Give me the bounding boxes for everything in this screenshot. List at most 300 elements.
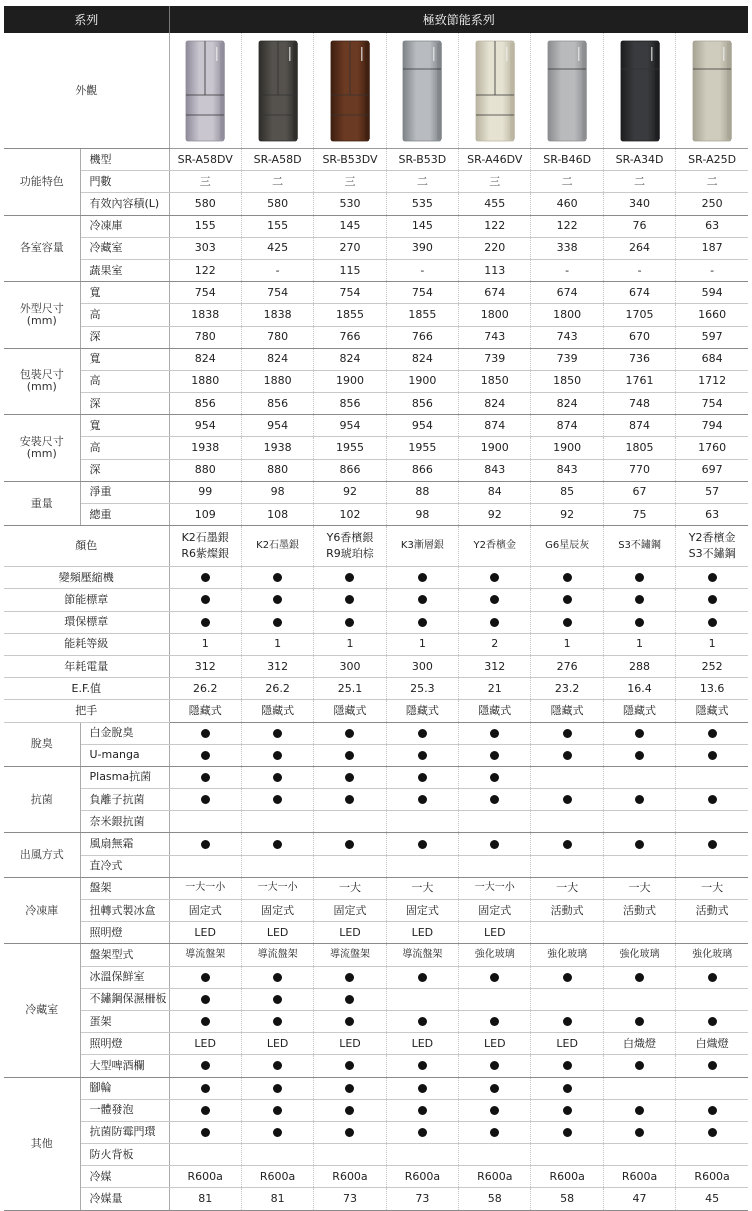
spec-value: 1855	[386, 304, 458, 326]
spec-value: 303	[169, 237, 241, 259]
spec-value: 26.2	[169, 678, 241, 700]
spec-value: 109	[169, 504, 241, 526]
spec-value	[386, 589, 458, 611]
spec-value	[676, 1077, 748, 1099]
spec-row	[4, 966, 748, 988]
spec-value: 252	[676, 655, 748, 677]
spec-value: 824	[386, 348, 458, 370]
row-label: 蛋架	[80, 1010, 169, 1032]
spec-value: 866	[386, 459, 458, 481]
spec-value: LED	[531, 1033, 603, 1055]
spec-value	[676, 722, 748, 744]
feature-dot	[201, 840, 210, 849]
spec-value	[386, 1055, 458, 1077]
category-label: 各室容量	[4, 215, 80, 282]
spec-value: 活動式	[531, 900, 603, 922]
feature-dot	[345, 1128, 354, 1137]
spec-value	[676, 922, 748, 944]
spec-value: 一大一小	[169, 877, 241, 899]
spec-value: 92	[314, 481, 386, 503]
feature-dot	[345, 573, 354, 582]
spec-value: 288	[603, 655, 675, 677]
spec-value: LED	[386, 1033, 458, 1055]
spec-value: 145	[386, 215, 458, 237]
spec-value	[603, 922, 675, 944]
spec-value	[169, 611, 241, 633]
spec-value: 98	[241, 481, 313, 503]
spec-value: SR-A46DV	[459, 149, 531, 171]
spec-value	[676, 1010, 748, 1032]
row-label: 門數	[80, 171, 169, 193]
spec-value	[241, 589, 313, 611]
spec-value: 1880	[241, 370, 313, 392]
feature-dot	[708, 1106, 717, 1115]
row-label: 寬	[80, 415, 169, 437]
spec-value	[314, 1077, 386, 1099]
spec-value	[603, 855, 675, 877]
spec-value: 1938	[169, 437, 241, 459]
spec-value: 85	[531, 481, 603, 503]
spec-value: 250	[676, 193, 748, 215]
spec-value: 954	[169, 415, 241, 437]
feature-dot	[490, 729, 499, 738]
category-label: 重量	[4, 481, 80, 525]
spec-value: 530	[314, 193, 386, 215]
spec-value	[169, 589, 241, 611]
row-label: 深	[80, 393, 169, 415]
spec-value: 75	[603, 504, 675, 526]
feature-dot	[418, 751, 427, 760]
feature-dot	[490, 1106, 499, 1115]
spec-value: 766	[314, 326, 386, 348]
spec-value	[531, 855, 603, 877]
spec-value	[676, 789, 748, 811]
spec-value: 743	[531, 326, 603, 348]
spec-table	[4, 6, 748, 1211]
spec-value: SR-A25D	[676, 149, 748, 171]
spec-value: 強化玻璃	[603, 944, 675, 966]
row-label: 直冷式	[80, 855, 169, 877]
spec-value	[241, 1010, 313, 1032]
spec-value: 13.6	[676, 678, 748, 700]
spec-row	[4, 744, 748, 766]
spec-value	[603, 611, 675, 633]
feature-dot	[708, 1128, 717, 1137]
spec-value: 88	[386, 481, 458, 503]
spec-value: 270	[314, 237, 386, 259]
spec-row	[4, 1166, 748, 1188]
spec-value: 594	[676, 282, 748, 304]
row-label: 風扇無霜	[80, 833, 169, 855]
feature-dot	[201, 995, 210, 1004]
spec-value: K3漸層銀	[386, 526, 458, 567]
spec-value	[676, 744, 748, 766]
spec-value: 824	[169, 348, 241, 370]
feature-dot	[418, 1061, 427, 1070]
spec-value	[241, 1144, 313, 1166]
feature-dot	[490, 1061, 499, 1070]
spec-value: 580	[169, 193, 241, 215]
row-label: 防火背板	[80, 1144, 169, 1166]
spec-value	[314, 789, 386, 811]
feature-dot	[490, 618, 499, 627]
spec-value: 47	[603, 1188, 675, 1210]
spec-value	[531, 1077, 603, 1099]
spec-value	[676, 1055, 748, 1077]
row-label: 年耗電量	[4, 655, 169, 677]
feature-dot	[563, 840, 572, 849]
spec-value: 264	[603, 237, 675, 259]
spec-value	[531, 833, 603, 855]
spec-value: 597	[676, 326, 748, 348]
feature-dot	[273, 795, 282, 804]
spec-value: 活動式	[676, 900, 748, 922]
spec-value: LED	[314, 1033, 386, 1055]
spec-value: 455	[459, 193, 531, 215]
feature-dot	[345, 1017, 354, 1026]
spec-value: 1805	[603, 437, 675, 459]
spec-value: G6星辰灰	[531, 526, 603, 567]
spec-value: SR-A58D	[241, 149, 313, 171]
spec-value	[169, 744, 241, 766]
feature-dot	[563, 1106, 572, 1115]
fridge-image	[459, 33, 531, 149]
feature-dot	[345, 1061, 354, 1070]
spec-value: 954	[386, 415, 458, 437]
row-label: 高	[80, 370, 169, 392]
spec-row	[4, 304, 748, 326]
feature-dot	[563, 751, 572, 760]
feature-dot	[418, 1106, 427, 1115]
feature-dot	[345, 995, 354, 1004]
spec-value: 155	[169, 215, 241, 237]
spec-value: 113	[459, 259, 531, 281]
spec-value: 1900	[314, 370, 386, 392]
spec-value	[314, 1010, 386, 1032]
row-label: 冷媒	[80, 1166, 169, 1188]
feature-dot	[345, 729, 354, 738]
feature-dot	[563, 573, 572, 582]
spec-value: 導流盤架	[241, 944, 313, 966]
spec-value: 866	[314, 459, 386, 481]
spec-value: 843	[459, 459, 531, 481]
row-label: 深	[80, 326, 169, 348]
row-label: Plasma抗菌	[80, 766, 169, 788]
feature-dot	[345, 1084, 354, 1093]
spec-row	[4, 504, 748, 526]
spec-value: 766	[386, 326, 458, 348]
feature-dot	[345, 973, 354, 982]
spec-value	[314, 1055, 386, 1077]
spec-value: 92	[531, 504, 603, 526]
spec-value: 81	[169, 1188, 241, 1210]
spec-value	[169, 988, 241, 1010]
feature-dot	[563, 795, 572, 804]
row-label: 能耗等級	[4, 633, 169, 655]
feature-dot	[273, 973, 282, 982]
spec-value: 固定式	[314, 900, 386, 922]
feature-dot	[201, 973, 210, 982]
spec-value: 102	[314, 504, 386, 526]
feature-dot	[635, 751, 644, 760]
spec-value: 45	[676, 1188, 748, 1210]
feature-dot	[418, 773, 427, 782]
spec-value	[676, 611, 748, 633]
feature-dot	[201, 795, 210, 804]
feature-dot	[635, 795, 644, 804]
spec-value: 固定式	[169, 900, 241, 922]
spec-value	[603, 567, 675, 589]
spec-row	[4, 655, 748, 677]
feature-dot	[418, 1128, 427, 1137]
spec-row	[4, 811, 748, 833]
spec-row	[4, 326, 748, 348]
row-label: 環保標章	[4, 611, 169, 633]
feature-dot	[345, 840, 354, 849]
spec-value	[386, 1010, 458, 1032]
fridge-illustration	[256, 39, 300, 143]
row-label: 有效內容積(L)	[80, 193, 169, 215]
spec-row	[4, 415, 748, 437]
spec-row	[4, 393, 748, 415]
spec-value: K2石墨銀 R6紫燦銀	[169, 526, 241, 567]
category-label: 安裝尺寸 (mm)	[4, 415, 80, 482]
feature-dot	[273, 1106, 282, 1115]
feature-dot	[201, 618, 210, 627]
spec-value: 強化玻璃	[531, 944, 603, 966]
feature-dot	[563, 595, 572, 604]
spec-value: LED	[241, 1033, 313, 1055]
spec-value: 824	[314, 348, 386, 370]
category-label: 冷凍庫	[4, 877, 80, 944]
spec-row	[4, 259, 748, 281]
feature-dot	[273, 729, 282, 738]
feature-dot	[563, 618, 572, 627]
appearance-label: 外觀	[4, 33, 169, 149]
spec-value: 三	[314, 171, 386, 193]
category-label: 其他	[4, 1077, 80, 1210]
spec-value: 674	[603, 282, 675, 304]
feature-dot	[635, 595, 644, 604]
feature-dot	[418, 973, 427, 982]
spec-value: 一大一小	[459, 877, 531, 899]
spec-value: 63	[676, 504, 748, 526]
row-label: 白金脫臭	[80, 722, 169, 744]
spec-value: 390	[386, 237, 458, 259]
spec-value: 460	[531, 193, 603, 215]
spec-value: SR-A34D	[603, 149, 675, 171]
spec-value: 25.3	[386, 678, 458, 700]
spec-value: SR-B53DV	[314, 149, 386, 171]
feature-dot	[635, 618, 644, 627]
spec-value	[169, 855, 241, 877]
row-label: 深	[80, 459, 169, 481]
spec-value: Y2香檳金	[459, 526, 531, 567]
spec-table-body	[4, 6, 748, 1210]
spec-value: 二	[531, 171, 603, 193]
spec-value: 1850	[531, 370, 603, 392]
fridge-image	[241, 33, 313, 149]
spec-value: 隱藏式	[386, 700, 458, 722]
spec-value	[676, 833, 748, 855]
spec-row	[4, 1077, 748, 1099]
spec-value	[386, 1099, 458, 1121]
spec-value: 856	[386, 393, 458, 415]
spec-value	[676, 1121, 748, 1143]
spec-value	[386, 855, 458, 877]
spec-value: 340	[603, 193, 675, 215]
spec-value: 隱藏式	[676, 700, 748, 722]
spec-row	[4, 348, 748, 370]
spec-value: 338	[531, 237, 603, 259]
spec-value: 白熾燈	[676, 1033, 748, 1055]
spec-value: 三	[169, 171, 241, 193]
spec-value	[386, 789, 458, 811]
spec-value: 1900	[531, 437, 603, 459]
spec-row	[4, 855, 748, 877]
spec-value	[531, 1055, 603, 1077]
spec-value: 843	[531, 459, 603, 481]
feature-dot	[635, 729, 644, 738]
spec-value	[314, 722, 386, 744]
spec-value: 754	[314, 282, 386, 304]
spec-value: 697	[676, 459, 748, 481]
spec-value	[459, 589, 531, 611]
feature-dot	[201, 729, 210, 738]
feature-dot	[418, 795, 427, 804]
category-label: 包裝尺寸 (mm)	[4, 348, 80, 415]
spec-value	[603, 1077, 675, 1099]
row-label: U-manga	[80, 744, 169, 766]
spec-row	[4, 611, 748, 633]
spec-value: 954	[314, 415, 386, 437]
spec-value: 874	[531, 415, 603, 437]
spec-value	[314, 855, 386, 877]
spec-row	[4, 459, 748, 481]
spec-value	[241, 988, 313, 1010]
row-label: 冷藏室	[80, 237, 169, 259]
feature-dot	[201, 1128, 210, 1137]
spec-value	[603, 1099, 675, 1121]
spec-value: 276	[531, 655, 603, 677]
spec-value: 674	[531, 282, 603, 304]
spec-value: R600a	[169, 1166, 241, 1188]
spec-value	[169, 1010, 241, 1032]
spec-value	[459, 811, 531, 833]
spec-value: 824	[241, 348, 313, 370]
spec-value	[459, 833, 531, 855]
feature-dot	[490, 840, 499, 849]
appearance-row	[4, 33, 748, 149]
spec-value	[459, 611, 531, 633]
spec-value: 25.1	[314, 678, 386, 700]
spec-value	[386, 988, 458, 1010]
row-label: 奈米銀抗菌	[80, 811, 169, 833]
spec-value: 1838	[169, 304, 241, 326]
series-label: 系列	[4, 6, 169, 33]
feature-dot	[635, 1017, 644, 1026]
spec-value: 76	[603, 215, 675, 237]
spec-value	[459, 1077, 531, 1099]
feature-dot	[273, 995, 282, 1004]
spec-value: R600a	[603, 1166, 675, 1188]
feature-dot	[201, 1017, 210, 1026]
spec-value: 1938	[241, 437, 313, 459]
spec-value: 活動式	[603, 900, 675, 922]
spec-value	[314, 1099, 386, 1121]
spec-value: 二	[676, 171, 748, 193]
spec-row	[4, 1144, 748, 1166]
spec-value: 874	[459, 415, 531, 437]
spec-value	[314, 1144, 386, 1166]
spec-value	[241, 789, 313, 811]
fridge-illustration	[328, 39, 372, 143]
spec-value: 122	[531, 215, 603, 237]
feature-dot	[563, 729, 572, 738]
spec-value: 67	[603, 481, 675, 503]
spec-value: 312	[241, 655, 313, 677]
spec-value: 58	[531, 1188, 603, 1210]
spec-value	[676, 589, 748, 611]
spec-value: 880	[169, 459, 241, 481]
spec-value	[531, 1010, 603, 1032]
spec-value	[531, 766, 603, 788]
row-label: 寬	[80, 282, 169, 304]
spec-value: 300	[386, 655, 458, 677]
spec-value	[386, 833, 458, 855]
feature-dot	[490, 573, 499, 582]
fridge-illustration	[690, 39, 734, 143]
spec-row	[4, 1121, 748, 1143]
spec-value	[531, 589, 603, 611]
spec-value: 312	[169, 655, 241, 677]
spec-value: 122	[169, 259, 241, 281]
spec-value	[531, 966, 603, 988]
spec-value	[241, 722, 313, 744]
spec-value: S3不鏽鋼	[603, 526, 675, 567]
spec-value: 固定式	[386, 900, 458, 922]
feature-dot	[273, 1061, 282, 1070]
feature-dot	[635, 840, 644, 849]
spec-value: 1855	[314, 304, 386, 326]
row-label: E.F.值	[4, 678, 169, 700]
spec-value: 81	[241, 1188, 313, 1210]
row-label: 負離子抗菌	[80, 789, 169, 811]
spec-value: 1760	[676, 437, 748, 459]
spec-value	[459, 766, 531, 788]
spec-value	[531, 811, 603, 833]
spec-value	[169, 722, 241, 744]
spec-value: 824	[531, 393, 603, 415]
spec-row	[4, 567, 748, 589]
feature-dot	[345, 773, 354, 782]
spec-value: 780	[241, 326, 313, 348]
spec-value: 874	[603, 415, 675, 437]
category-label: 脫臭	[4, 722, 80, 766]
spec-value: 一大	[676, 877, 748, 899]
spec-value	[459, 567, 531, 589]
spec-value: 1955	[386, 437, 458, 459]
spec-value	[169, 1099, 241, 1121]
spec-value: 743	[459, 326, 531, 348]
row-label: 把手	[4, 700, 169, 722]
feature-dot	[345, 595, 354, 604]
spec-value: 754	[386, 282, 458, 304]
feature-dot	[490, 595, 499, 604]
fridge-illustration	[400, 39, 444, 143]
spec-value: 1660	[676, 304, 748, 326]
spec-row	[4, 678, 748, 700]
